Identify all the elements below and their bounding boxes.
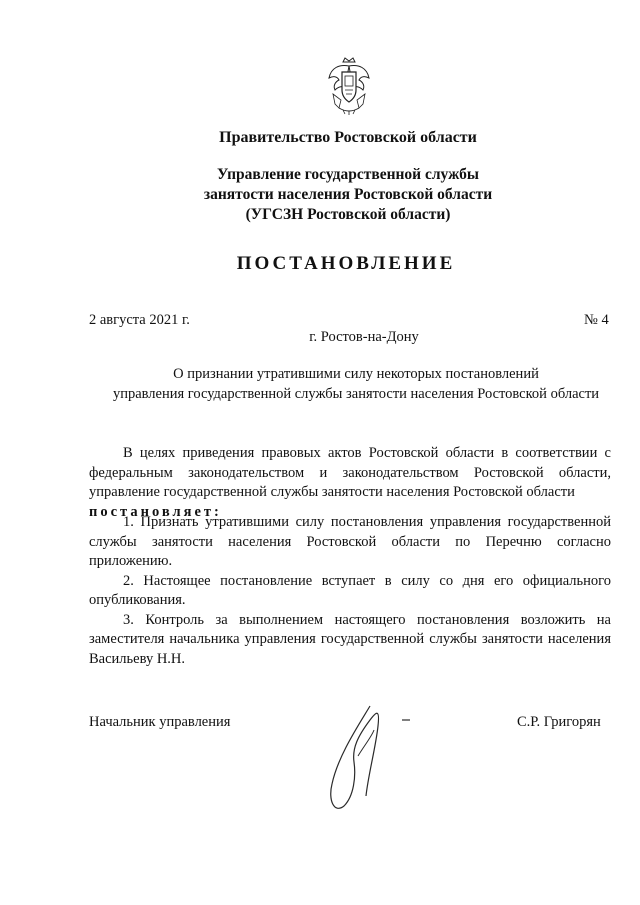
signer-role: Начальник управления: [89, 714, 231, 730]
subject-line: О признании утратившими силу некоторых постановлений: [173, 366, 539, 382]
decree-item: 2. Настоящее постановление вступает в силу со дня его официального опубликования.: [89, 572, 611, 608]
preamble-text: В целях приведения правовых актов Ростовской области в соответствии с федеральным законодательством и законодательством Ростовской области, управление государственной службы занятости населения Ростовской области: [89, 445, 611, 500]
department-abbr: (УГСЗН Ростовской области): [245, 206, 451, 223]
signer-name: С.Р. Григорян: [517, 714, 601, 730]
document-subject: [36, 364, 640, 404]
department-line: занятости населения Ростовской области: [203, 186, 493, 203]
organization-title: Правительство Ростовской области: [219, 129, 477, 146]
decree-item: 3. Контроль за выполнением настоящего постановления возложить на заместителя начальника управления государственной службы занятости населения Васильеву Н.Н.: [89, 611, 611, 667]
coat-of-arms-icon: [325, 56, 373, 116]
subject-line: управления государственной службы занятости населения Ростовской области: [112, 386, 600, 402]
preamble: [89, 444, 611, 522]
department-block: [28, 165, 640, 225]
handwritten-signature: [318, 696, 428, 826]
decree-item: 1. Признать утратившими силу постановления управления государственной службы занятости населения Ростовской области по Перечню согласно приложению.: [89, 514, 611, 569]
document-type: ПОСТАНОВЛЕНИЕ: [236, 253, 456, 274]
decree-word: постановляет:: [89, 503, 222, 520]
document-date: 2 августа 2021 г.: [89, 312, 190, 328]
decree-items: [89, 513, 611, 669]
department-line: Управление государственной службы: [217, 166, 479, 183]
document-number: № 4: [584, 312, 609, 328]
document-city: г. Ростов-на-Дону: [309, 329, 419, 345]
